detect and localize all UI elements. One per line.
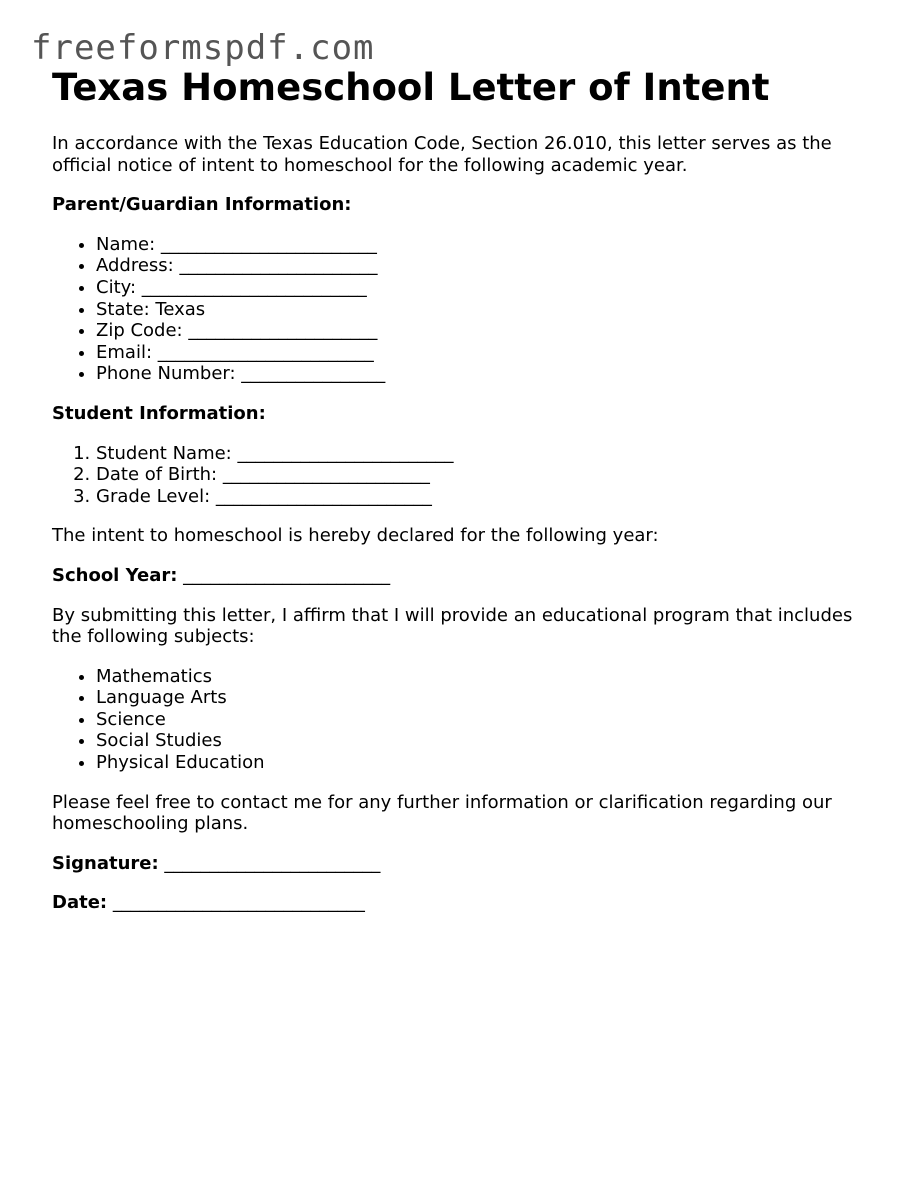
signature-line — [52, 853, 872, 875]
parent-email-field: • Email: ________________________ — [96, 342, 872, 364]
watermark: freeformspdf.com — [31, 28, 375, 68]
parent-name-field: • Name: ________________________ — [96, 234, 872, 256]
parent-address-field: • Address: ______________________ — [96, 255, 872, 277]
school-year-line — [52, 565, 872, 587]
school-year-label: School Year: — [52, 564, 178, 586]
subject-item: • Physical Education — [96, 752, 872, 774]
date-line — [52, 892, 872, 914]
student-grade-field: 3. Grade Level: ________________________ — [96, 486, 872, 508]
subject-item: • Mathematics — [96, 666, 872, 688]
declaration-paragraph: The intent to homeschool is hereby declared for the following year: — [52, 525, 659, 547]
student-info-list — [52, 443, 872, 508]
signature-label: Signature: — [52, 852, 159, 874]
parent-section-heading: Parent/Guardian Information: — [52, 194, 352, 216]
date-label: Date: — [52, 892, 108, 914]
subject-item: • Science — [96, 709, 872, 731]
date-blank: ____________________________ — [107, 892, 365, 914]
parent-info-list — [52, 234, 872, 385]
parent-city-field: • City: _________________________ — [96, 277, 872, 299]
student-name-field: 1. Student Name: ________________________ — [96, 443, 872, 465]
subjects-list — [52, 666, 872, 774]
intro-paragraph: In accordance with the Texas Education Code, Section 26.010, this letter serves as the official notice of intent to homeschool for the following academic year. — [52, 133, 832, 176]
signature-blank: ________________________ — [158, 852, 381, 874]
page-title: Texas Homeschool Letter of Intent — [52, 66, 770, 109]
student-dob-field: 2. Date of Birth: _______________________ — [96, 464, 872, 486]
parent-zip-field: • Zip Code: _____________________ — [96, 320, 872, 342]
contact-paragraph: Please feel free to contact me for any further information or clarification regarding our homeschooling plans. — [52, 791, 832, 835]
subject-item: • Social Studies — [96, 730, 872, 752]
parent-state-field: • State: Texas — [96, 299, 872, 321]
school-year-blank: _______________________ — [177, 564, 391, 586]
student-section-heading: Student Information: — [52, 402, 266, 424]
parent-phone-field: • Phone Number: ________________ — [96, 363, 872, 385]
subject-item: • Language Arts — [96, 687, 872, 709]
affirmation-paragraph: By submitting this letter, I affirm that I will provide an educational program that includes the following subjects: — [52, 604, 853, 648]
document-body — [52, 66, 872, 914]
